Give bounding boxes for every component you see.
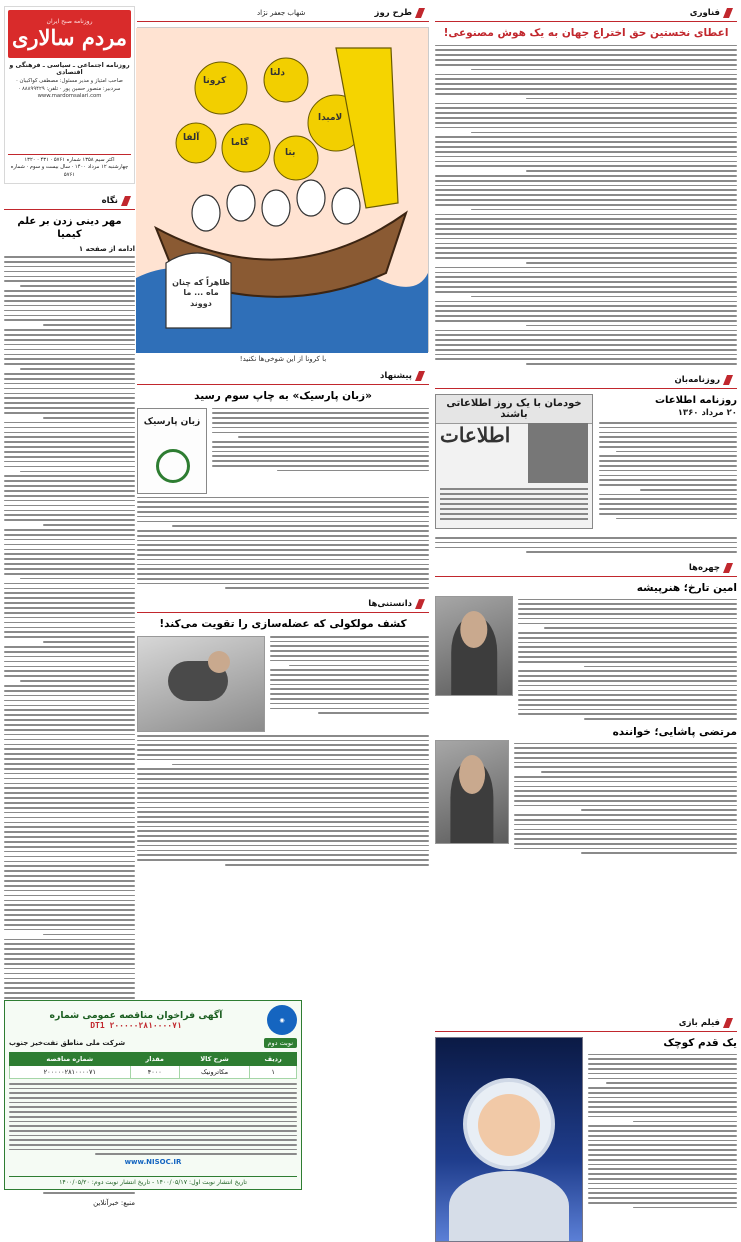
section-label: پیشنهاد [380, 371, 412, 381]
portrait-morteza-pashaei [435, 740, 509, 844]
logo-title: مردم سالاری [11, 25, 128, 50]
tender-website[interactable]: www.NISOC.IR [124, 1158, 182, 1166]
logo-small-text: روزنامه صبح ایران [46, 18, 93, 25]
faces-block-1 [435, 582, 737, 720]
tender-subtitle: شرکت ملی مناطق نفت‌خیز جنوب [9, 1039, 126, 1047]
date-line-2: چهارشنبه ۱۲ مرداد ۱۴۰۰ · سال بیست و سوم · شماره ۵۷۶۱ [10, 164, 129, 179]
table-cell: ۲۰۰۰۰۰۲۸۱۰۰۰۰۷۱ [10, 1066, 131, 1079]
archive-headline: خودمان با یک روز اطلاعاتی باشند [436, 395, 592, 424]
section-mark-icon [415, 8, 425, 18]
nisoc-logo-icon: ◉ [267, 1005, 297, 1035]
book-cover [137, 408, 207, 494]
cartoon-word: دلتا [270, 68, 286, 78]
date-line-1: اکثر سیم ۱۳۵۸ شماره ۵۷۶۱ · ۴۳۱ · ۱۳۲۰ [24, 156, 115, 163]
tender-title: آگهی فراخوان مناقصه عمومی شماره [49, 1010, 223, 1021]
faces-title-1: امین تارخ؛ هنرپیشه [636, 582, 737, 595]
tender-table [9, 1052, 297, 1079]
look-subhead: ادامه از صفحه ۱ [78, 245, 135, 253]
section-label: دانستنی‌ها [368, 599, 412, 610]
book-title: زبان پارسیک [143, 416, 201, 427]
middle-column [137, 6, 429, 866]
table-cell: مکاترونیک [179, 1066, 249, 1079]
portrait-amin-tarokh [435, 596, 513, 696]
section-label: نگاه [101, 196, 118, 206]
faces-title-2: مرتضی پاشایی؛ خواننده [612, 725, 737, 738]
masthead-info: صاحب امتیاز و مدیر مسئول: مصطفی کواکبیان · سردبیر: منصور حسین پور · تلفن: ۸۸۸۹۹۴۲۹ · www.mardomsalari.com [16, 78, 123, 100]
section-header-know [137, 597, 429, 613]
know-block [137, 636, 429, 732]
cartoon-word: گاما [231, 138, 249, 148]
tender-body [9, 1083, 297, 1155]
suggest-title: «زبان پارسیک» به چاپ سوم رسید [194, 390, 372, 402]
section-mark-icon [121, 196, 131, 206]
suggest-block [137, 408, 429, 494]
section-header-cartoon [137, 6, 429, 22]
cartoon-artist: شهاب جعفر نژاد [257, 9, 306, 17]
section-label: فیلم‌ بازی [678, 1018, 720, 1028]
masthead-tagline: روزنامه اجتماعی ـ سیاسی ـ فرهنگی و اقتصادی [9, 62, 130, 76]
archive-paper-name: اطلاعات [440, 422, 511, 447]
tender-badge: نوبت دوم [264, 1038, 297, 1048]
tech-article-body [435, 45, 737, 365]
section-label: روزنامه‌بان [674, 374, 720, 385]
table-cell: ۴۰۰۰ [130, 1066, 179, 1079]
cartoon-caption: با کرونا از این شوخی‌ها نکنید! [239, 355, 327, 363]
table-header: شماره مناقصه [10, 1053, 131, 1066]
archive-date: ۲۰ مرداد ۱۳۶۰ [677, 407, 737, 418]
table-header: شرح کالا [179, 1053, 249, 1066]
section-mark-icon [723, 1018, 733, 1028]
daily-cartoon [137, 27, 429, 352]
tender-footer: تاریخ انتشار نوبت اول: ۱۴۰۰/۰۵/۱۷ - تاریخ انتشار نوبت دوم: ۱۴۰۰/۰۵/۲۰ [9, 1176, 297, 1186]
table-row [10, 1066, 297, 1079]
section-mark-icon [415, 371, 425, 381]
tender-code: DT1 ۲۰۰۰۰۰۲۸۱۰۰۰۰۷۱ [90, 1021, 182, 1030]
section-header-faces [435, 561, 737, 577]
tech-article-title: اعطای نخستین حق اختراع جهان به یک هوش مصنوعی! [443, 27, 729, 39]
cartoon-word: آلفا [183, 133, 200, 143]
archive-newspaper-image [435, 394, 593, 529]
section-label: چهره‌ها [688, 563, 720, 574]
film-title: یک قدم کوچک [663, 1037, 737, 1049]
exercise-photo [137, 636, 265, 732]
cartoon-word: بتا [285, 148, 296, 158]
section-header-tech [435, 6, 737, 22]
section-header-suggest [137, 369, 429, 385]
section-label: طرح روز [374, 8, 412, 18]
masthead-date [8, 154, 131, 180]
section-header-archive [435, 373, 737, 389]
newspaper-logo [8, 10, 131, 58]
section-label: فناوری [689, 8, 720, 18]
archive-portrait [528, 423, 588, 483]
cartoon-speech-bubble: ظاهراً که چنان ماه ... ما دووند [172, 278, 230, 308]
right-column [435, 6, 737, 1049]
archive-text [599, 394, 737, 534]
masthead [4, 6, 135, 184]
section-mark-icon [723, 563, 733, 573]
section-header-look [4, 194, 135, 210]
table-header: مقدار [130, 1053, 179, 1066]
film-poster-astronaut [435, 1037, 583, 1242]
table-header: ردیف [250, 1053, 297, 1066]
cartoon-word: لامبدا [318, 113, 343, 123]
section-mark-icon [723, 375, 733, 385]
section-mark-icon [415, 599, 425, 609]
section-header-film [435, 1016, 737, 1032]
faces-block-2 [435, 726, 737, 854]
archive-title: روزنامه اطلاعات [654, 394, 737, 406]
table-cell: ۱ [250, 1066, 297, 1079]
cartoon-word: کرونا [203, 76, 227, 86]
archive-block [435, 394, 737, 534]
film-section [435, 1016, 737, 1242]
section-mark-icon [723, 8, 733, 18]
know-title: کشف مولکولی که عضله‌سازی را تقویت می‌کند! [159, 618, 407, 631]
look-title: مهر دینی زدن بر علم کیمیا [17, 216, 122, 240]
look-source: منبع: خبرآنلاین [93, 1198, 135, 1207]
tender-advertisement [4, 1000, 302, 1190]
